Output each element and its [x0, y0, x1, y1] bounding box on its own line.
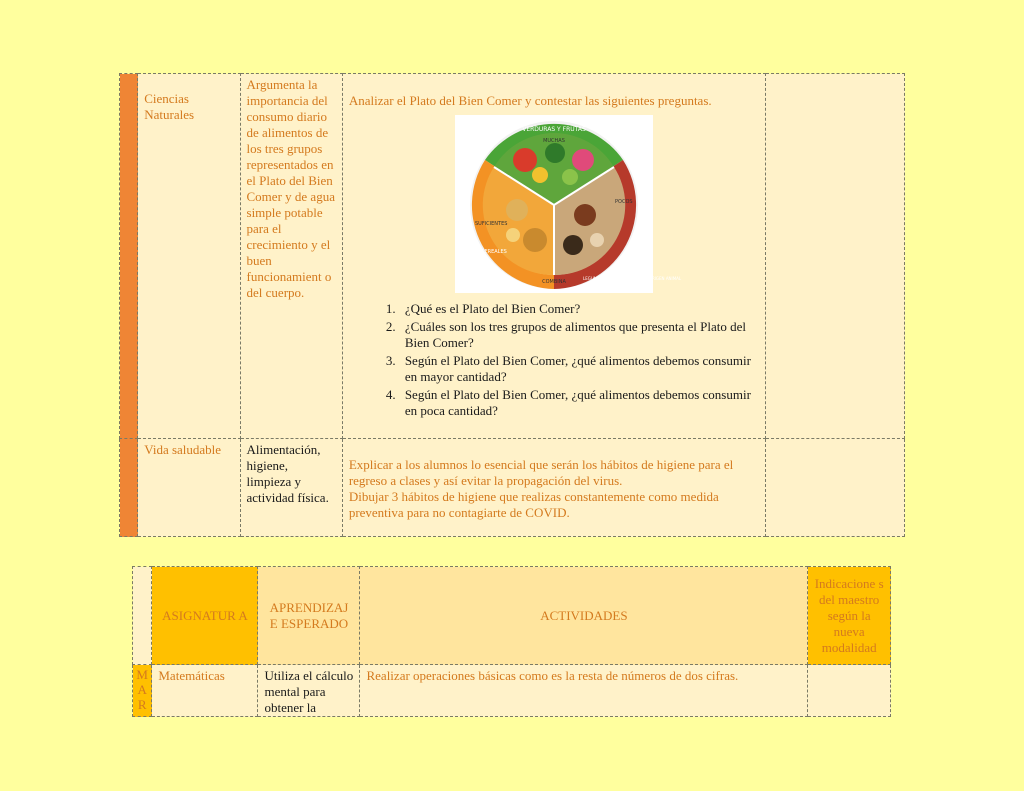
plate-label-muchas: MUCHAS [543, 138, 565, 144]
plate-label-pocos: POCOS [615, 199, 633, 205]
day-letter: A [137, 682, 147, 697]
questions-list [349, 301, 759, 419]
learning-cell: Argumenta la importancia del consumo diario de alimentos de los tres grupos representados en el Plato del Bien Comer y de agua simple potable para el crecimiento y el buen funcionamient o del cuerpo. [240, 74, 342, 439]
teacher-notes-cell [766, 74, 905, 439]
activities-header: ACTIVIDADES [360, 567, 808, 665]
list-item: 1. ¿Qué es el Plato del Bien Comer? [399, 301, 759, 317]
table-row [120, 74, 905, 439]
plate-label-combina: COMBINA [542, 279, 566, 285]
subject-header: ASIGNATUR A [152, 567, 258, 665]
plate-label-suficientes: SUFICIENTES [475, 221, 508, 227]
plato-bien-comer-image [455, 115, 682, 293]
activities-table-2 [132, 566, 891, 717]
teacher-notes-header: Indicacione s del maestro según la nueva modalidad [808, 567, 891, 665]
day-stripe [120, 74, 138, 439]
plate-label-leguminosas: LEGUMINOSAS Y ALIMENTOS DE ORIGEN ANIMAL [583, 276, 682, 281]
teacher-notes-cell [766, 439, 905, 537]
plate-label-cereales: CEREALES [481, 249, 507, 255]
list-item: 4. Según el Plato del Bien Comer, ¿qué alimentos debemos consumir en poca cantidad? [399, 387, 759, 419]
teacher-notes-cell [808, 665, 891, 717]
activity-cell: Realizar operaciones básicas como es la resta de números de dos cifras. [360, 665, 808, 717]
list-item: 2. ¿Cuáles son los tres grupos de alimentos que presenta el Plato del Bien Comer? [399, 319, 759, 351]
activity-cell [342, 74, 765, 439]
day-letter: M [136, 667, 148, 682]
learning-header: APRENDIZAJ E ESPERADO [258, 567, 360, 665]
learning-cell: Utiliza el cálculo mental para obtener la [258, 665, 360, 717]
day-header-cell [133, 567, 152, 665]
activity-cell: Explicar a los alumnos lo esencial que serán los hábitos de higiene para el regreso a clases y así evitar la propagación del virus. Dibujar 3 hábitos de higiene que realizas constantemente como medida preventiva para no contagiarte de COVID. [342, 439, 765, 537]
learning-cell: Alimentación, higiene, limpieza y actividad física. [240, 439, 342, 537]
day-cell [133, 665, 152, 717]
day-stripe [120, 439, 138, 537]
activity-intro: Analizar el Plato del Bien Comer y contestar las siguientes preguntas. [348, 93, 712, 108]
header-row [133, 567, 891, 665]
activities-table-1 [119, 73, 905, 537]
plate-label-top: VERDURAS Y FRUTAS [522, 126, 586, 133]
day-letter: R [137, 697, 147, 712]
subject-cell: Vida saludable [138, 439, 240, 537]
table-row [120, 439, 905, 537]
subject-cell: Matemáticas [152, 665, 258, 717]
table-row [133, 665, 891, 717]
list-item: 3. Según el Plato del Bien Comer, ¿qué alimentos debemos consumir en mayor cantidad? [399, 353, 759, 385]
subject-cell: Ciencias Naturales [138, 74, 240, 439]
